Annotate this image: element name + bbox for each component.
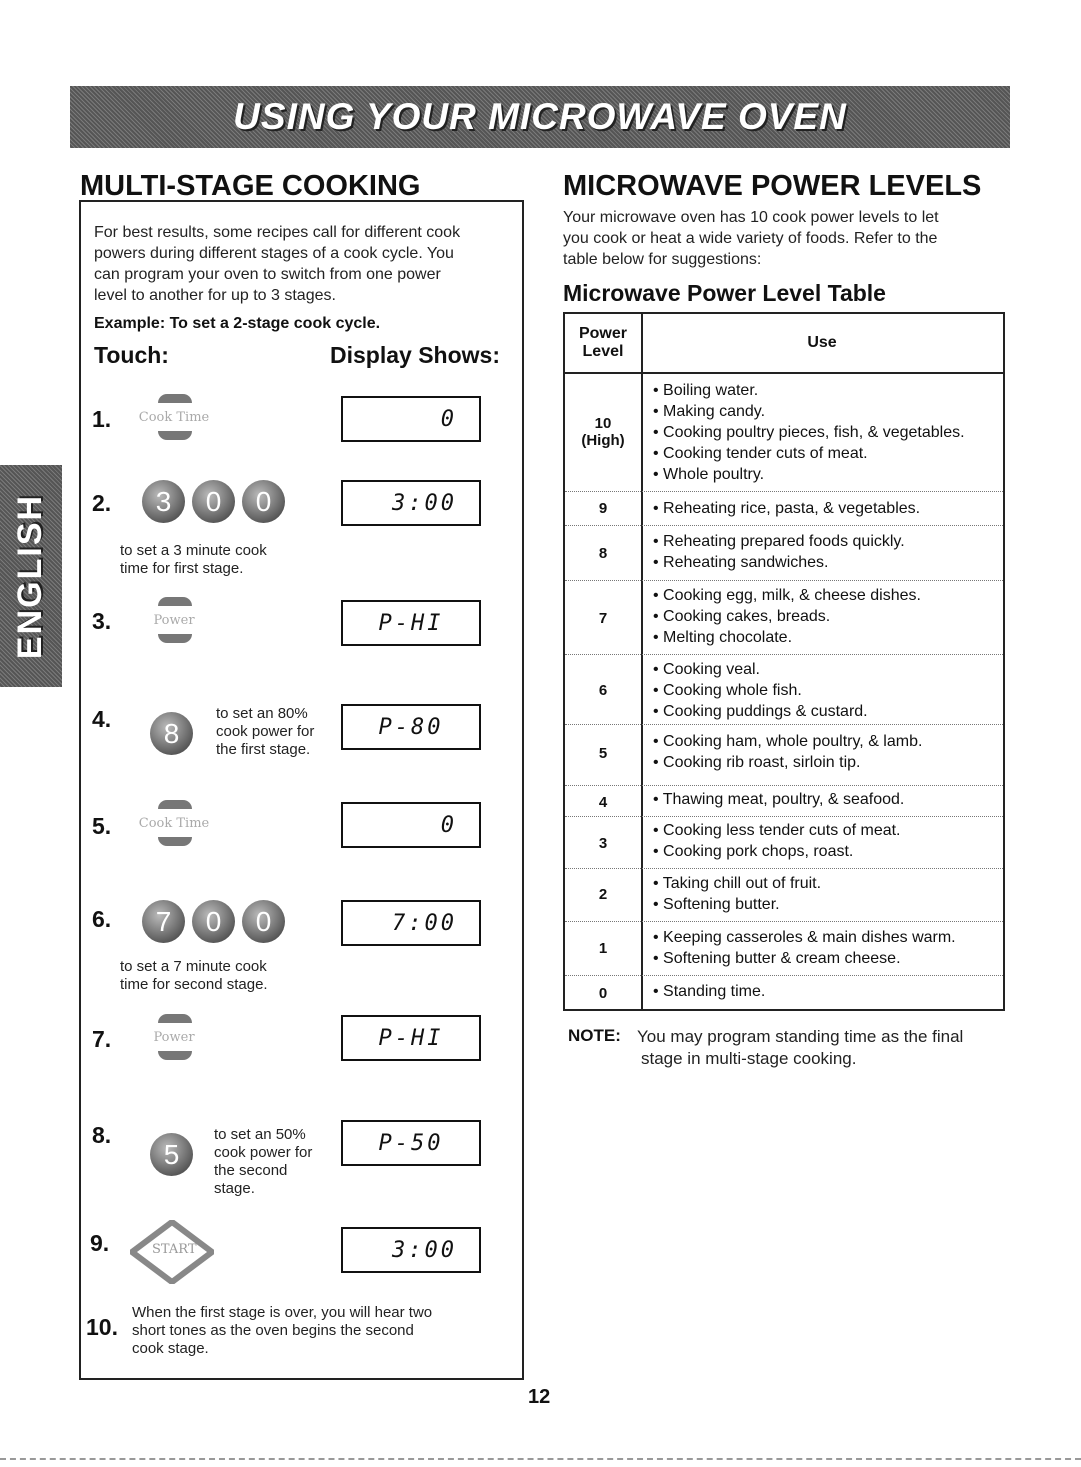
power-level-table bbox=[563, 312, 1005, 1011]
use-line: • Taking chill out of fruit. bbox=[653, 875, 822, 892]
column-divider bbox=[641, 314, 643, 1009]
button-label: Cook Time bbox=[138, 815, 210, 831]
language-tab-label: ENGLISH bbox=[11, 493, 50, 659]
example-label: Example: To set a 2-stage cook cycle. bbox=[94, 315, 381, 332]
use-line: • Melting chocolate. bbox=[653, 629, 793, 646]
note-line: the second bbox=[214, 1162, 288, 1179]
use-line: • Softening butter. bbox=[653, 896, 780, 913]
step-number: 1. bbox=[92, 406, 112, 432]
table-row-level: 8 bbox=[598, 544, 608, 562]
table-row-uses bbox=[653, 731, 997, 773]
display-readout: P-80 bbox=[341, 704, 481, 750]
step-note bbox=[120, 958, 268, 994]
button-label: Power bbox=[153, 1029, 195, 1045]
number-key-8[interactable]: 8 bbox=[150, 712, 193, 755]
use-line: • Cooking pork chops, roast. bbox=[653, 843, 854, 860]
display-readout: 0 bbox=[341, 396, 481, 442]
table-row-uses bbox=[653, 873, 997, 915]
table-row-uses bbox=[653, 789, 997, 810]
multi-stage-intro bbox=[94, 222, 460, 306]
note-line: time for first stage. bbox=[120, 560, 244, 577]
use-line: • Making candy. bbox=[653, 403, 766, 420]
use-line: • Whole poultry. bbox=[653, 466, 765, 483]
note-line: cook stage. bbox=[132, 1340, 209, 1357]
touch-label: Touch: bbox=[94, 342, 169, 368]
note-line: time for second stage. bbox=[120, 976, 268, 993]
use-line: • Cooking rib roast, sirloin tip. bbox=[653, 754, 861, 771]
step-note bbox=[120, 542, 267, 578]
page-number: 12 bbox=[528, 1386, 551, 1408]
note-line: short tones as the oven begins the second bbox=[132, 1322, 414, 1339]
step-number: 4. bbox=[92, 706, 112, 732]
button-label: Power bbox=[153, 612, 195, 628]
banner-title: USING YOUR MICROWAVE OVEN bbox=[233, 96, 847, 137]
use-line: • Softening butter & cream cheese. bbox=[653, 950, 901, 967]
intro-line: can program your oven to switch from one power bbox=[94, 266, 441, 283]
use-line: • Cooking ham, whole poultry, & lamb. bbox=[653, 733, 923, 750]
table-row-uses bbox=[653, 659, 997, 722]
note-line: to set an 80% bbox=[216, 705, 308, 722]
button-label: START bbox=[152, 1242, 197, 1257]
number-key-0[interactable]: 0 bbox=[242, 900, 285, 943]
power-table-title: Microwave Power Level Table bbox=[563, 280, 886, 306]
table-row-level: 4 bbox=[598, 793, 608, 811]
table-row-level: 6 bbox=[598, 681, 608, 699]
note-line: cook power for bbox=[214, 1144, 313, 1161]
intro-line: level to another for up to 3 stages. bbox=[94, 287, 336, 304]
note-text bbox=[637, 1026, 963, 1070]
table-row-uses bbox=[653, 927, 997, 969]
number-key-0[interactable]: 0 bbox=[242, 480, 285, 523]
note-line: to set an 50% bbox=[214, 1126, 306, 1143]
number-key-7[interactable]: 7 bbox=[142, 900, 185, 943]
language-tab bbox=[0, 465, 62, 687]
step-number: 6. bbox=[92, 906, 112, 932]
intro-line: you cook or heat a wide variety of foods. Refer to the bbox=[563, 230, 938, 247]
display-readout: P-HI bbox=[341, 600, 481, 646]
note-line: to set a 3 minute cook bbox=[120, 542, 267, 559]
note-line: cook power for bbox=[216, 723, 315, 740]
table-row-uses bbox=[653, 585, 997, 648]
number-key-0[interactable]: 0 bbox=[192, 480, 235, 523]
use-line: • Cooking puddings & custard. bbox=[653, 703, 868, 720]
display-readout: P-50 bbox=[341, 1120, 481, 1166]
use-line: • Thawing meat, poultry, & seafood. bbox=[653, 791, 905, 808]
step-number: 5. bbox=[92, 813, 112, 839]
note-line: stage. bbox=[214, 1180, 255, 1197]
power-levels-heading: MICROWAVE POWER LEVELS bbox=[563, 170, 982, 202]
table-row-level: 9 bbox=[598, 500, 608, 517]
level-line: (High) bbox=[581, 431, 625, 449]
display-readout: 7:00 bbox=[341, 900, 481, 946]
step-note bbox=[132, 1304, 432, 1358]
use-line: • Boiling water. bbox=[653, 382, 759, 399]
display-readout: 3:00 bbox=[341, 480, 481, 526]
multi-stage-panel bbox=[79, 200, 524, 1380]
display-readout: P-HI bbox=[341, 1015, 481, 1061]
button-label: Cook Time bbox=[138, 409, 210, 425]
step-number: 7. bbox=[92, 1026, 112, 1052]
header-line: Power bbox=[578, 325, 627, 342]
page-banner bbox=[70, 86, 1010, 148]
intro-line: For best results, some recipes call for different cook bbox=[94, 224, 461, 241]
note-line: the first stage. bbox=[216, 741, 311, 758]
start-button[interactable] bbox=[130, 1220, 214, 1284]
number-key-3[interactable]: 3 bbox=[142, 480, 185, 523]
step-number: 8. bbox=[92, 1122, 112, 1148]
use-line: • Cooking egg, milk, & cheese dishes. bbox=[653, 587, 921, 604]
cook-time-button[interactable] bbox=[128, 798, 220, 848]
note-line: to set a 7 minute cook bbox=[120, 958, 267, 975]
step-note bbox=[214, 1126, 312, 1198]
use-line: • Reheating prepared foods quickly. bbox=[653, 533, 905, 550]
use-line: • Reheating rice, pasta, & vegetables. bbox=[653, 500, 921, 517]
table-row-uses bbox=[653, 981, 997, 1002]
step-number: 2. bbox=[92, 490, 112, 516]
step-number: 10. bbox=[86, 1314, 118, 1340]
use-line: • Cooking less tender cuts of meat. bbox=[653, 822, 901, 839]
table-row-level: 0 bbox=[598, 984, 608, 1002]
table-row-level: 3 bbox=[598, 834, 608, 852]
intro-line: table below for suggestions: bbox=[563, 251, 762, 268]
header-line: Level bbox=[582, 343, 624, 360]
step-number: 3. bbox=[92, 608, 112, 634]
table-row-level: 2 bbox=[598, 885, 608, 903]
use-line: • Cooking cakes, breads. bbox=[653, 608, 831, 625]
use-line: • Cooking poultry pieces, fish, & vegetables. bbox=[653, 424, 965, 441]
level-line: 10 bbox=[594, 414, 612, 432]
use-line: • Reheating sandwiches. bbox=[653, 554, 829, 571]
intro-line: Your microwave oven has 10 cook power levels to let bbox=[563, 209, 939, 226]
note-line: stage in multi-stage cooking. bbox=[641, 1049, 857, 1068]
page-edge bbox=[0, 1458, 1081, 1460]
use-line: • Keeping casseroles & main dishes warm. bbox=[653, 929, 956, 946]
table-row-level: 1 bbox=[598, 939, 608, 957]
use-line: • Cooking tender cuts of meat. bbox=[653, 445, 868, 462]
display-readout: 0 bbox=[341, 802, 481, 848]
table-row-uses bbox=[653, 498, 997, 519]
number-key-5[interactable]: 5 bbox=[150, 1133, 193, 1176]
power-button[interactable] bbox=[128, 1012, 220, 1062]
table-header-level bbox=[565, 314, 641, 372]
note-line: When the first stage is over, you will hear two bbox=[132, 1304, 433, 1321]
use-line: • Cooking whole fish. bbox=[653, 682, 802, 699]
table-row-level bbox=[565, 374, 641, 489]
note-label: NOTE: bbox=[568, 1026, 621, 1045]
table-row-uses bbox=[653, 380, 997, 485]
cook-time-button[interactable] bbox=[128, 392, 220, 442]
step-note bbox=[216, 705, 314, 759]
display-shows-label: Display Shows: bbox=[330, 342, 500, 368]
intro-line: powers during different stages of a cook cycle. You bbox=[94, 245, 454, 262]
note-line: You may program standing time as the final bbox=[637, 1027, 964, 1046]
power-button[interactable] bbox=[128, 595, 220, 645]
table-row-uses bbox=[653, 820, 997, 862]
table-header-use: Use bbox=[807, 334, 837, 351]
table-row-uses bbox=[653, 531, 997, 573]
table-row-level: 5 bbox=[598, 744, 608, 762]
number-key-0[interactable]: 0 bbox=[192, 900, 235, 943]
use-line: • Cooking veal. bbox=[653, 661, 760, 678]
use-line: • Standing time. bbox=[653, 983, 766, 1000]
step-number: 9. bbox=[90, 1230, 110, 1256]
display-readout: 3:00 bbox=[341, 1227, 481, 1273]
power-levels-intro bbox=[563, 207, 939, 270]
multi-stage-heading: MULTI-STAGE COOKING bbox=[80, 170, 421, 202]
table-row-level: 7 bbox=[598, 609, 608, 627]
